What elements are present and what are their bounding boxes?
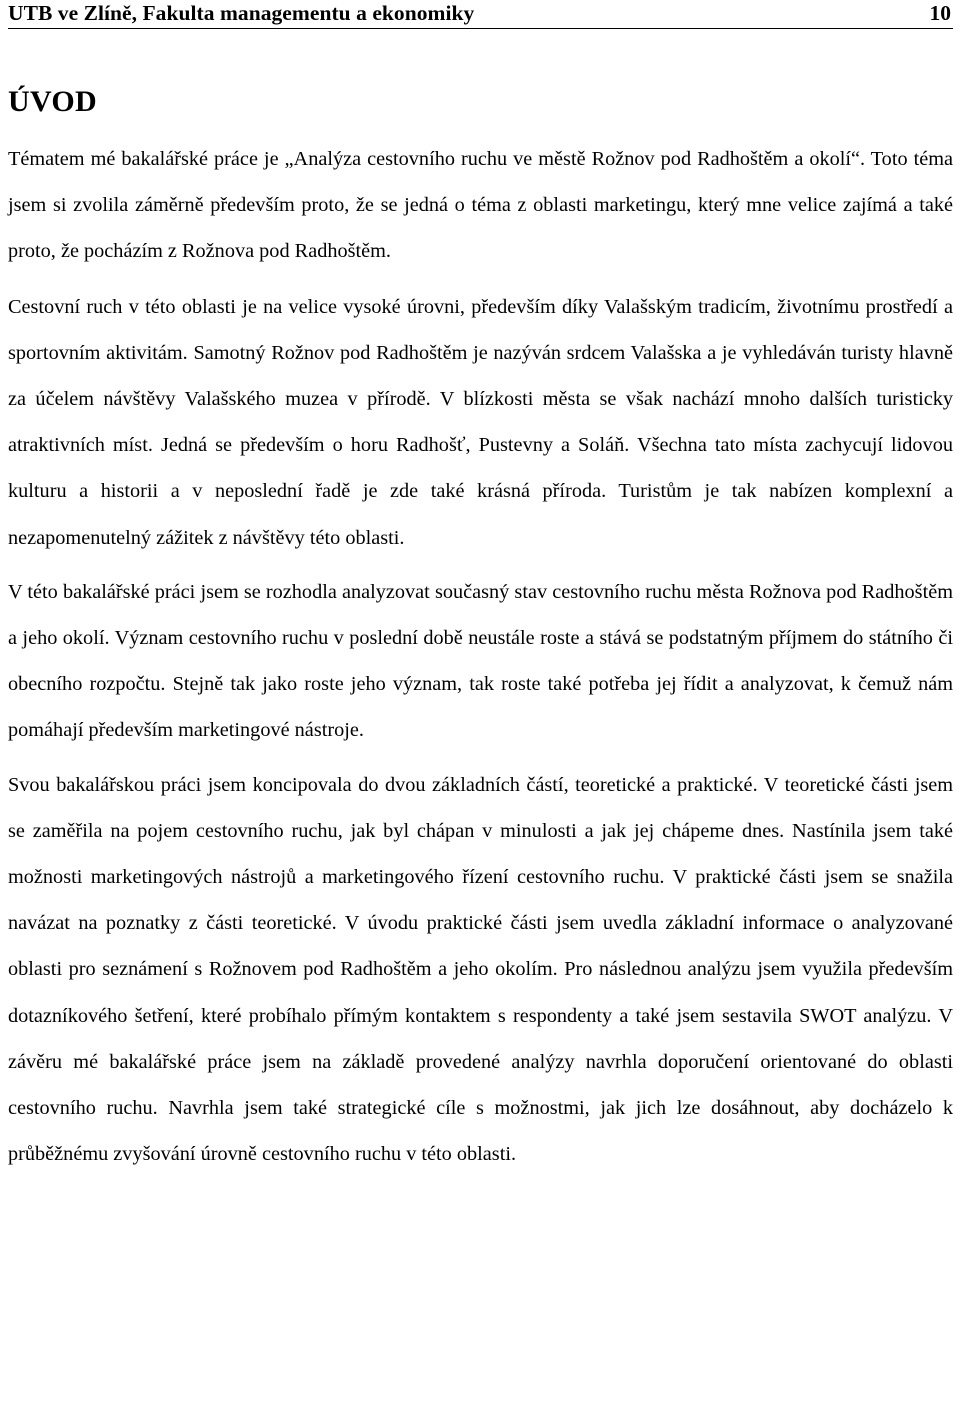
header-title: UTB ve Zlíně, Fakulta managementu a ekonomiky xyxy=(8,1,475,25)
paragraph-intro: Tématem mé bakalářské práce je „Analýza cestovního ruchu ve městě Rožnov pod Radhoštěm a okolí“. Toto téma jsem si zvolila záměrně především proto, že se jedná o téma z oblasti marketingu, který mne velice zajímá a také proto, že pocházím z Rožnova pod Radhoštěm. xyxy=(8,148,953,263)
page-number: 10 xyxy=(929,1,951,25)
chapter-title: ÚVOD xyxy=(8,85,97,118)
paragraph-structure: Svou bakalářskou práci jsem koncipovala do dvou základních částí, teoretické a praktické. V teoretické části jsem se zaměřila na pojem cestovního ruchu, jak byl chápan v minulosti a jak jej chápeme dnes. Nastínila jsem také možnosti marketingových nástrojů a marketingového řízení cestovního ruchu. V praktické části jsem se snažila navázat na poznatky z části teoretické. V úvodu praktické části jsem uvedla základní informace o analyzované oblasti pro seznámení s Rožnovem pod Radhoštěm a jeho okolím. Pro následnou analýzu jsem využila především dotazníkového šetření, které probíhalo přímým kontaktem s respondenty a také jsem sestavila SWOT analýzu. V závěru mé bakalářské práce jsem na základě provedené analýzy navrhla doporučení orientované do oblasti cestovního ruchu. Navrhla jsem také strategické cíle s možnostmi, jak jich lze dosáhnout, aby docházelo k průběžnému zvyšování úrovně cestovního ruchu v této oblasti. xyxy=(8,773,953,1166)
page-header xyxy=(8,0,953,29)
paragraph-analysis-goal: V této bakalářské práci jsem se rozhodla analyzovat současný stav cestovního ruchu města Rožnova pod Radhoštěm a jeho okolí. Význam cestovního ruchu v poslední době neustále roste a stává se podstatným příjmem do státního či obecního rozpočtu. Stejně tak jako roste jeho význam, tak roste také potřeba jej řídit a analyzovat, k čemuž nám pomáhají především marketingové nástroje. xyxy=(8,580,953,742)
paragraph-tourism: Cestovní ruch v této oblasti je na velice vysoké úrovni, především díky Valašským tradicím, životnímu prostředí a sportovním aktivitám. Samotný Rožnov pod Radhoštěm je nazýván srdcem Valašska a je vyhledáván turisty hlavně za účelem návštěvy Valašského muzea v přírodě. V blízkosti města se však nachází mnoho dalších turisticky atraktivních míst. Jedná se především o horu Radhošť, Pustevny a Soláň. Všechna tato místa zachycují lidovou kulturu a historii a v neposlední řadě je zde také krásná příroda. Turistům je tak nabízen komplexní a nezapomenutelný zážitek z návštěvy této oblasti. xyxy=(8,295,953,549)
